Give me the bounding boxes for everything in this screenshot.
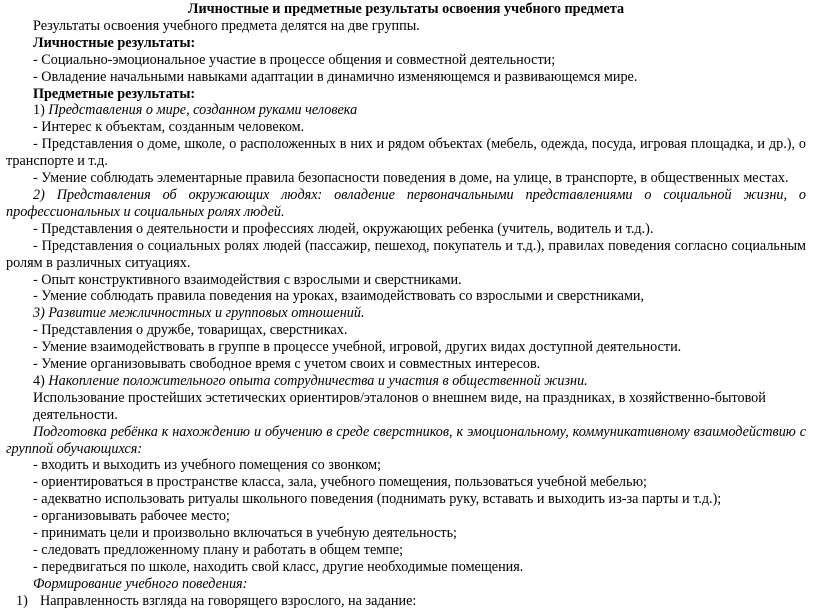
behavior-title: Формирование учебного поведения: [33, 575, 248, 592]
section-4-text: Использование простейших эстетических ориентиров/эталонов о внешнем виде, на праздниках, в хозяйственно-бытовой деятельности. [33, 389, 766, 423]
section-4-heading [6, 373, 806, 390]
preparation-item: - организовывать рабочее место; [33, 508, 230, 525]
personal-item: - Овладение начальными навыками адаптации в динамично изменяющемся и развивающемся мире. [33, 68, 638, 85]
section-1-heading [6, 102, 806, 119]
section-3-title: 3) Развитие межличностных и групповых отношений. [33, 305, 365, 322]
subject-heading: Предметные результаты: [33, 85, 196, 102]
behavior-item-number: 1) [16, 592, 28, 609]
preparation-item: - следовать предложенному плану и работать в общем темпе; [33, 542, 404, 558]
section-2-item: - Представления о деятельности и профессиях людей, окружающих ребенка (учитель, водитель и т.д.). [33, 220, 654, 237]
personal-item: - Социально-эмоциональное участие в процессе общения и совместной деятельности; [33, 51, 556, 68]
preparation-item: - ориентироваться в пространстве класса, зала, учебного помещения, пользоваться учебной мебелью; [33, 474, 647, 491]
section-4-title: Накопление положительного опыта сотрудничества и участия в общественной жизни. [48, 372, 588, 389]
personal-heading: Личностные результаты: [33, 34, 196, 51]
section-2-item: - Умение соблюдать правила поведения на уроках, взаимодействовать со взрослыми и сверстниками, [33, 288, 645, 305]
section-1-item: - Интерес к объектам, созданным человеком. [33, 119, 305, 136]
preparation-item: - входить и выходить из учебного помещения со звонком; [33, 457, 382, 474]
section-3-item: - Представления о дружбе, товарищах, сверстниках. [33, 322, 348, 339]
section-3-item: - Умение взаимодействовать в группе в процессе учебной, игровой, других видах доступной деятельности. [33, 339, 682, 356]
section-1-number: 1) [33, 102, 45, 119]
document-page [6, 0, 806, 610]
behavior-item-text: Направленность взгляда на говорящего взрослого, на задание: [40, 592, 417, 609]
section-2-title: 2) Представления об окружающих людях: овладение первоначальными представлениями о социальной жизни, о профессиональных и социальных ролях людей. [6, 186, 806, 220]
document-title: Личностные и предметные результаты освоения учебного предмета [187, 1, 625, 17]
preparation-title: Подготовка ребёнка к нахождению и обучению в среде сверстников, к эмоциональному, коммуникативному взаимодействию с группой обучающихся: [6, 423, 806, 457]
preparation-item: - принимать цели и произвольно включаться в учебную деятельность; [33, 525, 457, 542]
section-3-item: - Умение организовывать свободное время с учетом своих и совместных интересов. [33, 356, 541, 373]
section-1-item: - Умение соблюдать элементарные правила безопасности поведения в доме, на улице, в транспорте, в общественных местах. [33, 170, 789, 187]
section-2-item: - Представления о социальных ролях людей (пассажир, пешеход, покупатель и т.д.), правилах поведения согласно социальным ролям в различных ситуациях. [6, 237, 806, 271]
preparation-item: - адекватно использовать ритуалы школьного поведения (поднимать руку, вставать и выходить из-за парты и т.д.); [33, 491, 722, 508]
section-4-number: 4) [33, 372, 45, 389]
behavior-item [6, 593, 806, 610]
section-1-item: - Представления о доме, школе, о расположенных в них и рядом объектах (мебель, одежда, посуда, игровая площадка, и др.), о транспорте и т.д. [6, 136, 806, 170]
section-1-title: Представления о мире, созданном руками человека [48, 102, 358, 119]
section-2-item: - Опыт конструктивного взаимодействия с взрослыми и сверстниками. [33, 271, 462, 288]
preparation-item: - передвигаться по школе, находить свой класс, другие необходимые помещения. [33, 558, 524, 575]
intro-paragraph: Результаты освоения учебного предмета делятся на две группы. [33, 17, 420, 34]
